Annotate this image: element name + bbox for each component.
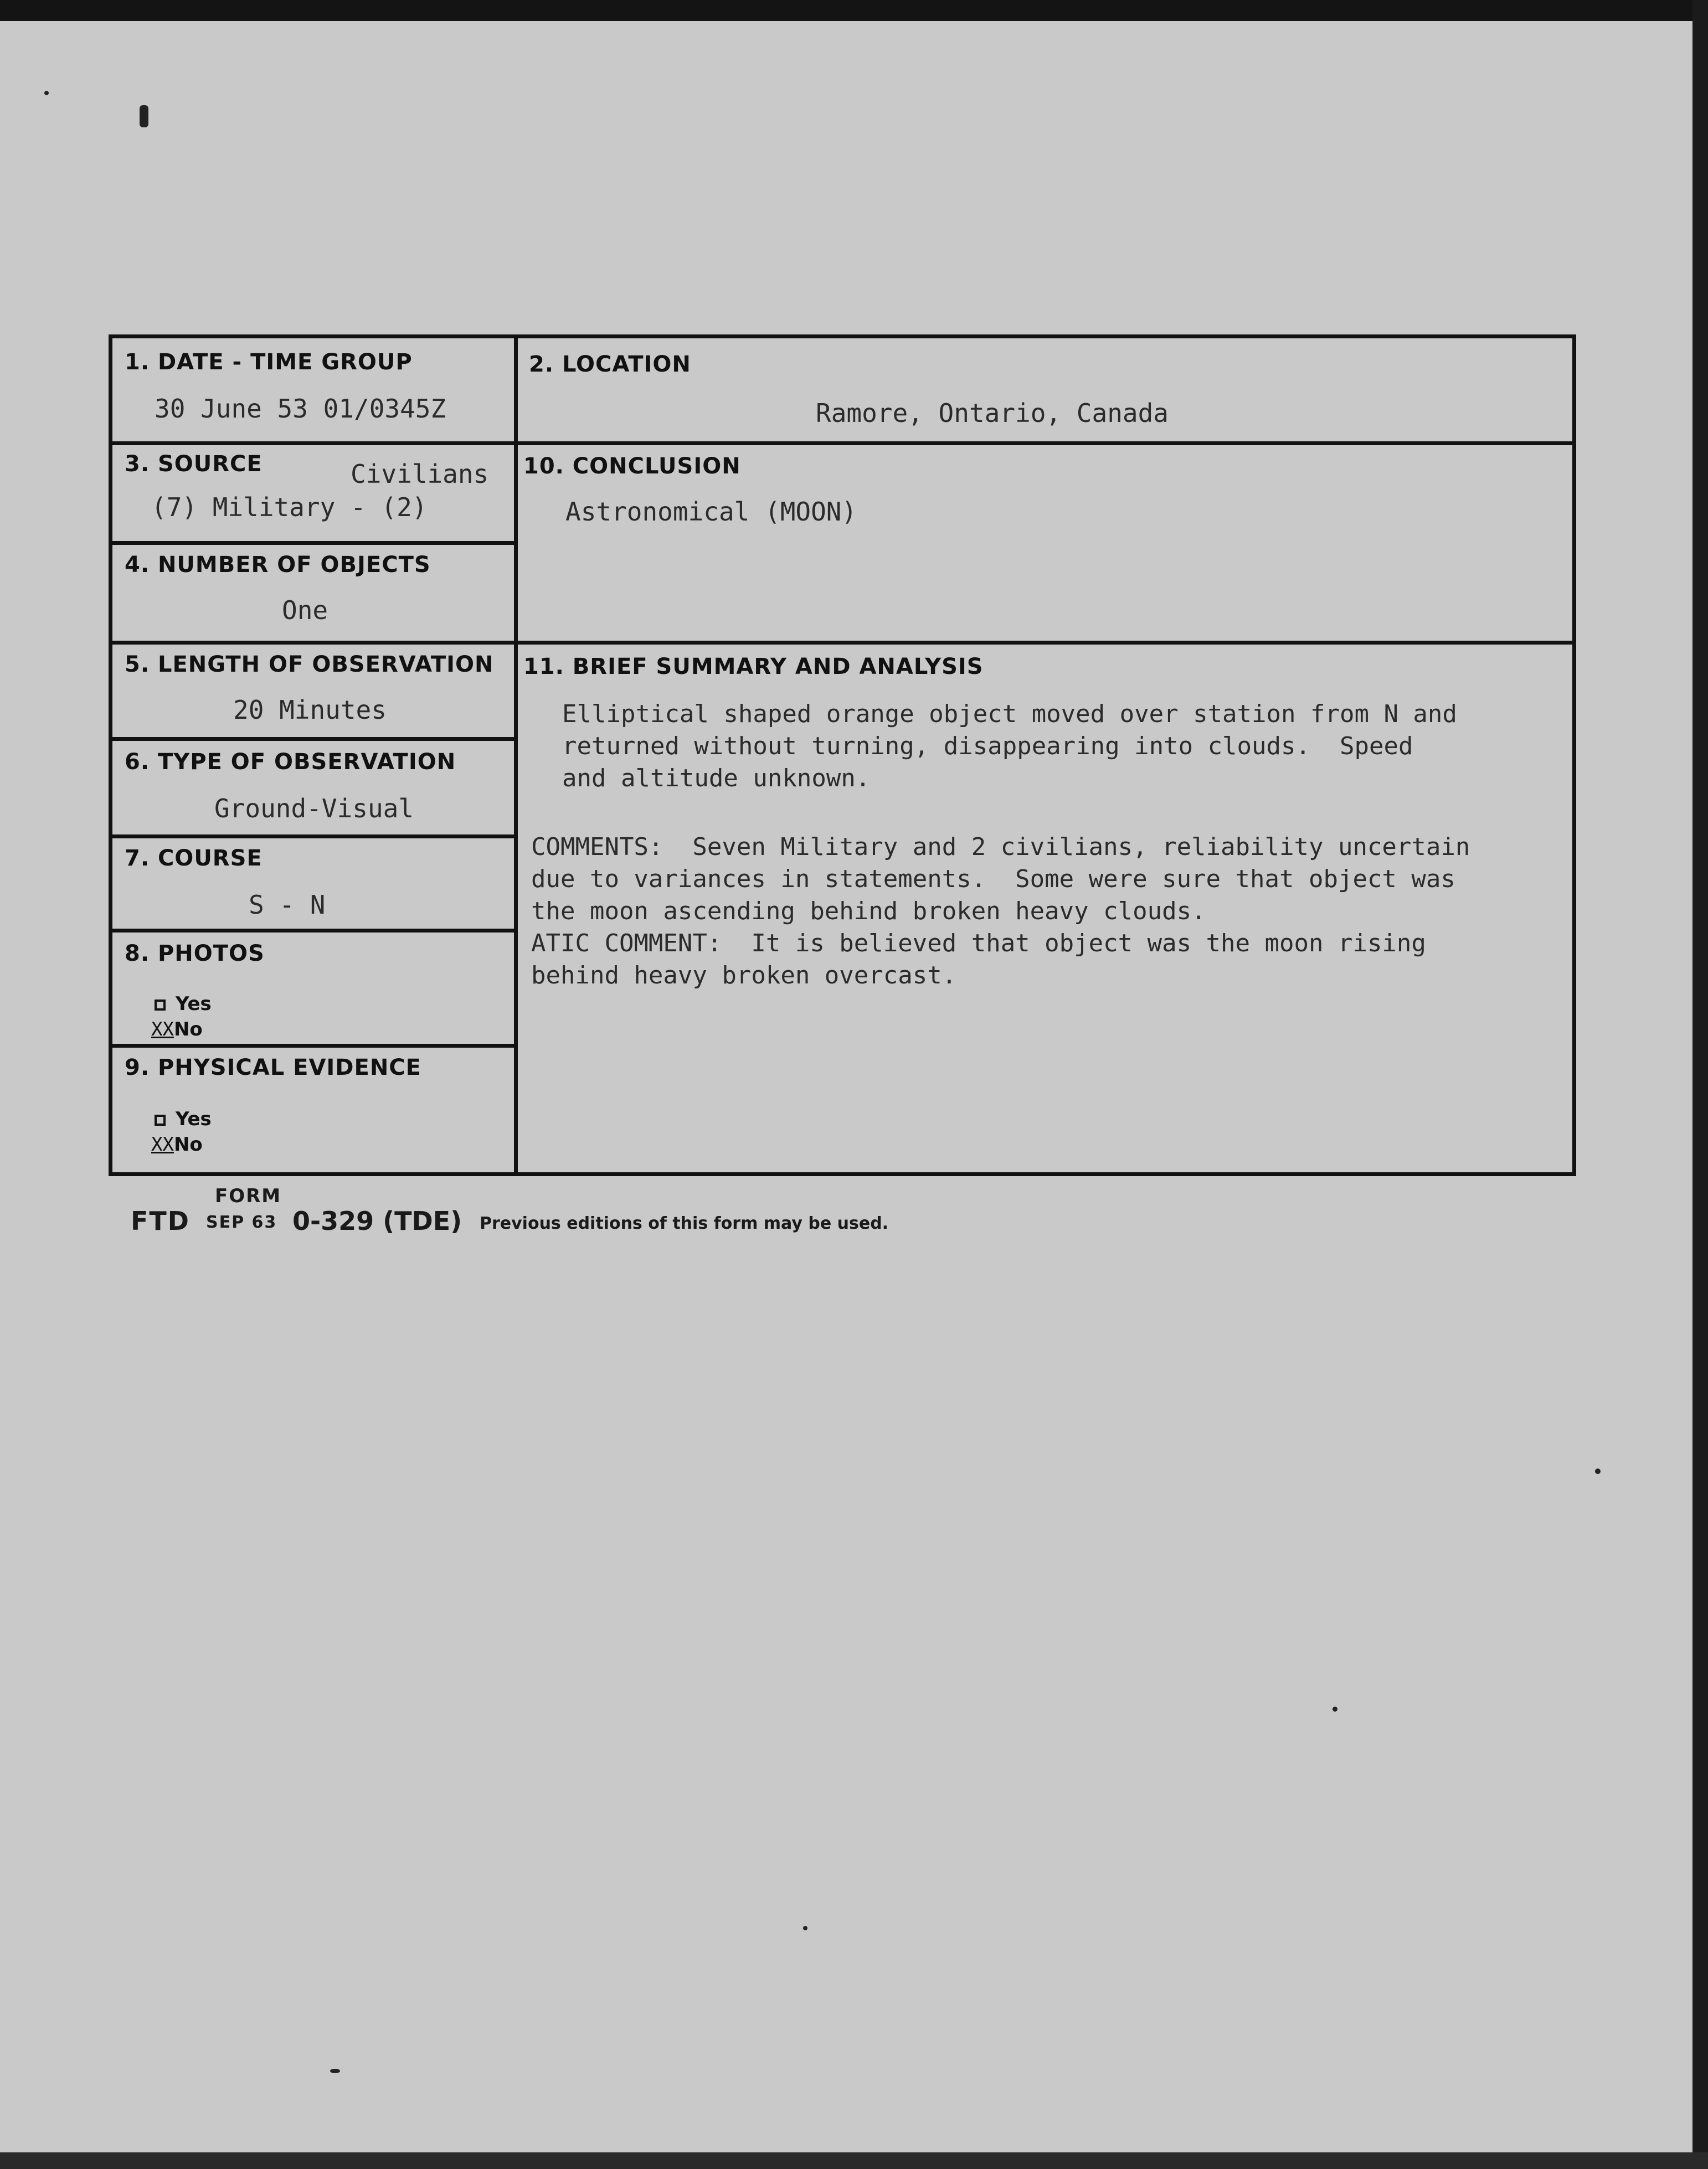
physical-evidence-label: 9. PHYSICAL EVIDENCE — [125, 1055, 421, 1080]
divider — [112, 641, 514, 645]
speck — [140, 105, 148, 127]
speck — [1333, 1707, 1337, 1712]
course-label: 7. COURSE — [125, 846, 263, 871]
physical-evidence-no-option — [151, 1134, 203, 1156]
checkbox-icon — [155, 1115, 166, 1126]
speck — [803, 1926, 807, 1930]
footer-ftd: FTD — [131, 1206, 190, 1236]
photos-yes-option — [155, 993, 212, 1015]
divider — [112, 541, 514, 545]
brief-summary-label: 11. BRIEF SUMMARY AND ANALYSIS — [523, 654, 984, 679]
divider — [514, 441, 1576, 445]
scan-border-right — [1692, 0, 1708, 2169]
scan-border-bottom — [0, 2152, 1708, 2169]
number-of-objects-label: 4. NUMBER OF OBJECTS — [125, 552, 431, 578]
divider — [112, 929, 514, 932]
speck — [1595, 1469, 1601, 1474]
conclusion-label: 10. CONCLUSION — [523, 454, 741, 479]
scan-border-top — [0, 0, 1708, 21]
source-civilians-value: Civilians — [351, 459, 489, 489]
length-of-observation-value: 20 Minutes — [233, 695, 387, 725]
footer-form-word: FORM — [215, 1185, 282, 1207]
physical-evidence-no-label: No — [173, 1134, 203, 1156]
physical-evidence-no-mark: XX — [151, 1134, 174, 1156]
physical-evidence-yes-option — [155, 1108, 212, 1130]
speck — [44, 91, 49, 95]
checkbox-icon — [155, 1000, 166, 1011]
comments-text: COMMENTS: Seven Military and 2 civilians, reliability uncertain due to variances in statements. Some were sure that object was the moon ascending behind broken heavy clouds. ATIC COMMENT: It is believed that object was the moon rising behind heavy broken overcast. — [531, 833, 1470, 990]
divider — [112, 441, 514, 445]
footer-date: SEP 63 — [206, 1213, 277, 1232]
conclusion-value: Astronomical (MOON) — [565, 497, 857, 527]
divider — [112, 1044, 514, 1048]
footer-note: Previous editions of this form may be used. — [480, 1214, 889, 1233]
length-of-observation-label: 5. LENGTH OF OBSERVATION — [125, 652, 494, 677]
photos-no-label: No — [173, 1018, 203, 1040]
photos-no-mark: XX — [151, 1018, 174, 1040]
divider — [112, 834, 514, 838]
source-label: 3. SOURCE — [125, 451, 263, 477]
source-military-value: (7) Military - (2) — [151, 492, 428, 522]
divider — [514, 641, 1576, 645]
divider — [112, 737, 514, 741]
report-form — [109, 334, 1576, 1176]
summary-text: Elliptical shaped orange object moved over station from N and returned without turning, disappearing into clouds. Speed and altitude unknown. — [562, 700, 1457, 792]
location-label: 2. LOCATION — [529, 352, 691, 377]
column-divider — [514, 338, 518, 1172]
date-time-group-value: 30 June 53 01/0345Z — [155, 394, 446, 424]
speck — [330, 2069, 340, 2073]
footer-form-number: 0-329 (TDE) — [292, 1206, 462, 1236]
location-value: Ramore, Ontario, Canada — [816, 398, 1169, 428]
number-of-objects-value: One — [282, 595, 328, 625]
photos-label: 8. PHOTOS — [125, 941, 265, 966]
date-time-group-label: 1. DATE - TIME GROUP — [125, 349, 413, 375]
course-value: S - N — [249, 890, 326, 920]
photos-yes-label: Yes — [176, 993, 212, 1015]
physical-evidence-yes-label: Yes — [176, 1108, 212, 1130]
photos-no-option — [151, 1018, 203, 1040]
type-of-observation-value: Ground-Visual — [214, 794, 414, 823]
type-of-observation-label: 6. TYPE OF OBSERVATION — [125, 749, 456, 775]
